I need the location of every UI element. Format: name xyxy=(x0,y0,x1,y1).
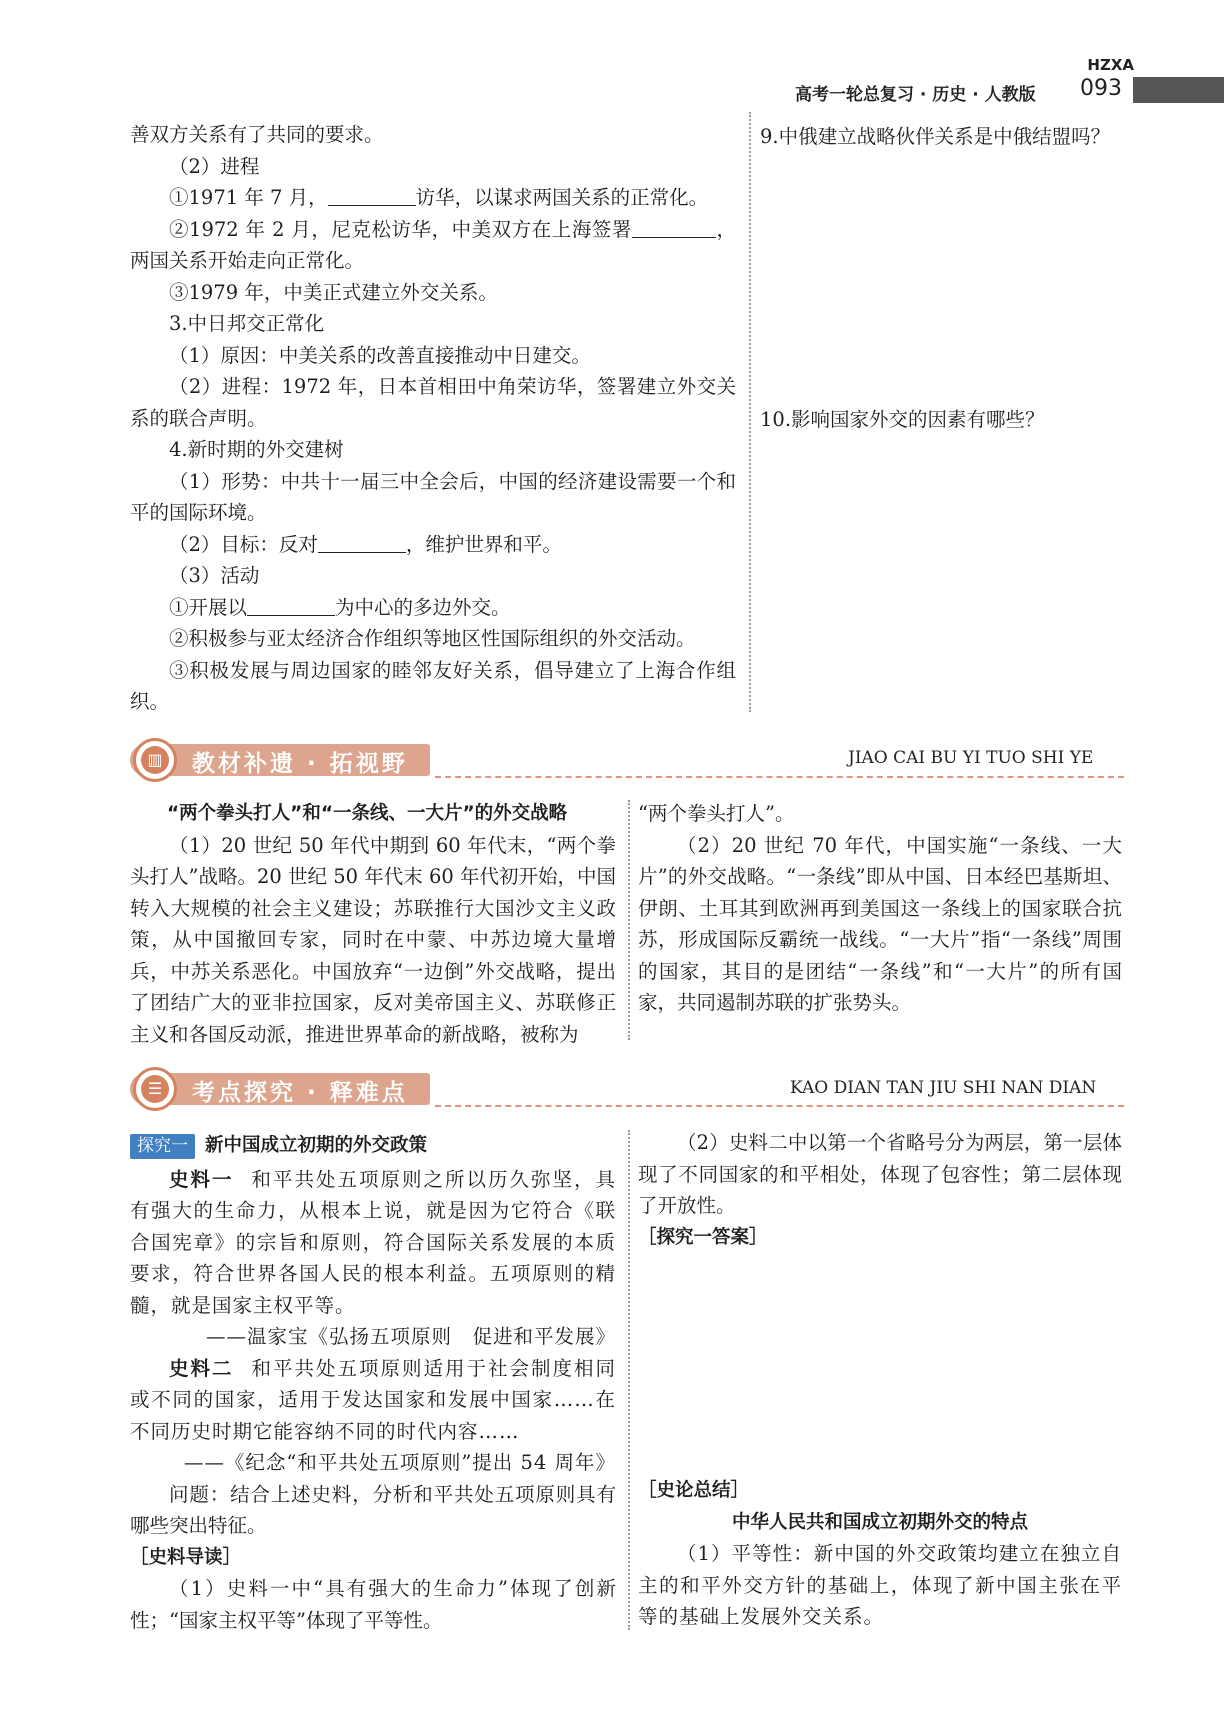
text-line: （2）进程：1972 年，日本首相田中角荣访华，签署建立外交关系的联合声明。 xyxy=(130,375,736,430)
text-line: （3）活动 xyxy=(169,564,260,587)
question-text: 问题：结合上述史料，分析和平共处五项原则具有哪些突出特征。 xyxy=(130,1482,616,1537)
guide-point-2: （2）史料二中以第一个省略号分为两层，第一层体现了不同国家的和平相处，体现了包容性；第二层体现了开放性。 xyxy=(638,1131,1122,1217)
text-line-blank: ②1972 年 2 月，尼克松访华，中美双方在上海签署 ，两国关系开始走向正常化。 xyxy=(130,217,736,272)
text-line: 3.中日邦交正常化 xyxy=(169,312,325,335)
guide-label: ［史料导读］ xyxy=(130,1546,242,1568)
column-divider xyxy=(749,112,751,712)
strategy-continuation: “两个拳头打人”。 xyxy=(638,802,795,825)
answer-label: ［探究一答案］ xyxy=(638,1226,768,1248)
source-1-citation: ——温家宝《弘扬五项原则 促进和平发展》 xyxy=(205,1325,616,1348)
banner-divider xyxy=(435,1105,1124,1107)
chart-icon: ▥ xyxy=(141,746,169,774)
section-pinyin: JIAO CAI BU YI TUO SHI YE xyxy=(848,748,1094,768)
header-bar xyxy=(1133,77,1224,103)
section1-right-column xyxy=(638,798,1122,1019)
strategy-paragraph-2: （2）20 世纪 70 年代，中国实施“一条线、一大片”的外交战略。“一条线”即从中国、日本经巴基斯坦、伊朗、土耳其到欧洲再到美国这一条线上的国家联合抗苏，形成国际反霸统一战线。“一大片”指“一条线”周围的国家，其目的是团结“一条线”和“一大片”的所有国家，共同遏制苏联的扩张势头。 xyxy=(638,833,1122,1014)
summary-title: 中华人民共和国成立初期外交的特点 xyxy=(731,1511,1028,1533)
fill-blank[interactable] xyxy=(328,187,416,206)
fill-blank[interactable] xyxy=(632,219,716,238)
text-line-blank: ①1971 年 7 月， 访华，以谋求两国关系的正常化。 xyxy=(169,186,709,209)
section2-right-column xyxy=(638,1127,1122,1253)
text-line: ②积极参与亚太经济合作组织等地区性国际组织的外交活动。 xyxy=(169,627,696,650)
document-icon: ☰ xyxy=(141,1075,169,1103)
strategy-paragraph-1: （1）20 世纪 50 年代中期到 60 年代末，“两个拳头打人”战略。20 世纪 50 年代末 60 年代初开始，中国转入大规模的社会主义建设；苏联推行大国沙文主义政策，从中国撤回专家，同时在中蒙、中苏边境大量增兵，中苏关系恶化。中国放弃“一边倒”外交战略，提出了团结广大的亚非拉国家，反对美帝国主义、苏联修正主义和各国反动派，推进世界革命的新战略，被称为 xyxy=(130,833,616,1046)
fill-blank[interactable] xyxy=(247,597,335,616)
column-divider xyxy=(628,1130,630,1630)
strategy-heading: “两个拳头打人”和“一条线、一大片”的外交战略 xyxy=(167,803,568,824)
text-line: （2）进程 xyxy=(169,154,260,178)
section2-left-column xyxy=(130,1129,616,1636)
text-line: ③积极发展与周边国家的睦邻友好关系，倡导建立了上海合作组织。 xyxy=(130,658,736,713)
text-line: 善双方关系有了共同的要求。 xyxy=(130,123,384,146)
section1-left-column xyxy=(130,798,616,1050)
guide-point-1: （1）史料一中“具有强大的生命力”体现了创新性；“国家主权平等”体现了平等性。 xyxy=(130,1577,616,1632)
top-left-column xyxy=(130,119,736,718)
question-10: 10.影响国家外交的因素有哪些？ xyxy=(760,408,1045,431)
page-number: 093 xyxy=(1080,76,1122,101)
summary-label: ［史论总结］ xyxy=(638,1480,750,1501)
source-2-citation: ——《纪念“和平共处五项原则”提出 54 周年》 xyxy=(183,1451,616,1474)
book-title: 高考一轮总复习 · 历史 · 人教版 xyxy=(795,85,1036,105)
source-2: 史料二 和平共处五项原则适用于社会制度相同或不同的国家，适用于发达国家和发展中国家……在不同历史时期它能容纳不同的时代内容…… xyxy=(130,1356,616,1443)
banner-divider xyxy=(435,776,1124,778)
explore-badge: 探究一 xyxy=(130,1134,195,1159)
text-line: ③1979 年，中美正式建立外交关系。 xyxy=(169,280,498,304)
text-line-blank: （2）目标：反对 ，维护世界和平。 xyxy=(169,532,562,556)
topic-line xyxy=(130,1129,616,1162)
summary-point-1: （1）平等性：新中国的外交政策均建立在独立自主的和平外交方针的基础上，体现了新中国主张在平等的基础上发展外交关系。 xyxy=(638,1542,1122,1628)
question-9: 9.中俄建立战略伙伴关系是中俄结盟吗？ xyxy=(760,125,1111,148)
summary-block xyxy=(638,1475,1122,1633)
fill-blank[interactable] xyxy=(318,534,406,553)
text-line: （1）原因：中美关系的改善直接推动中日建交。 xyxy=(169,343,591,367)
topic-title: 新中国成立初期的外交政策 xyxy=(205,1135,428,1156)
section-title: 教材补遗 · 拓视野 xyxy=(192,751,408,777)
section-pinyin: KAO DIAN TAN JIU SHI NAN DIAN xyxy=(790,1078,1097,1098)
text-line: （1）形势：中共十一届三中全会后，中国的经济建设需要一个和平的国际环境。 xyxy=(130,469,736,524)
column-divider xyxy=(628,800,630,1040)
text-line: 4.新时期的外交建树 xyxy=(169,438,344,461)
source-1: 史料一 和平共处五项原则之所以历久弥坚，具有强大的生命力，从根本上说，就是因为它符合《联合国宪章》的宗旨和原则，符合国际关系发展的本质要求，符合世界各国人民的根本利益。五项原则的精髓，就是国家主权平等。 xyxy=(130,1167,616,1317)
section-title: 考点探究 · 释难点 xyxy=(192,1080,408,1106)
text-line-blank: ①开展以 为中心的多边外交。 xyxy=(169,595,511,619)
series-code: HZXA xyxy=(1087,56,1134,74)
